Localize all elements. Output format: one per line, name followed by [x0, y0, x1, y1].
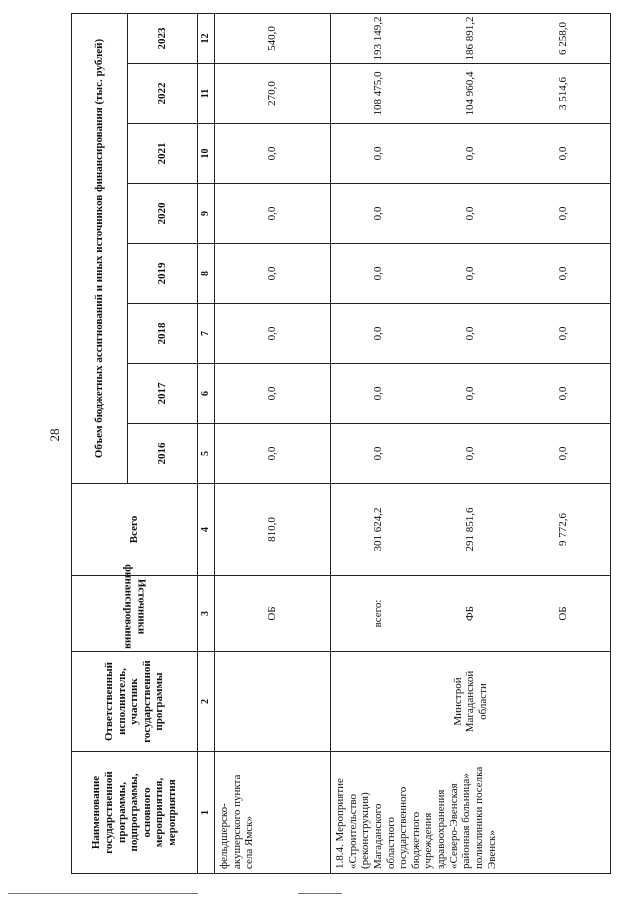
- header-year: 2023: [128, 13, 198, 63]
- row-value: 0,0: [215, 124, 331, 184]
- header-row-1: [72, 13, 128, 873]
- financing-table: [71, 13, 611, 874]
- column-number: 8: [198, 244, 215, 304]
- row-value: 0,0: [215, 304, 331, 364]
- cell-value: 108 475,0: [371, 71, 384, 116]
- source-label: ФБ: [464, 606, 477, 622]
- year-cell: [331, 13, 611, 63]
- cell-value: 0,0: [464, 206, 477, 221]
- cell-value: 0,0: [464, 146, 477, 161]
- footer-rule-center: [298, 893, 342, 894]
- year-cell: [331, 124, 611, 184]
- source-label: всего:: [371, 599, 384, 628]
- column-number: 12: [198, 13, 215, 63]
- year-cell: [331, 184, 611, 244]
- column-number: 2: [198, 652, 215, 752]
- column-number: 7: [198, 304, 215, 364]
- cell-value: 0,0: [371, 446, 384, 461]
- column-number: 10: [198, 124, 215, 184]
- year-cell: [331, 304, 611, 364]
- header-year: 2017: [128, 364, 198, 424]
- row-source: ОБ: [215, 576, 331, 652]
- total-value: 301 624,2: [371, 507, 384, 552]
- footer-rule-left: [8, 893, 198, 894]
- total-value: 291 851,6: [464, 507, 477, 552]
- cell-value: 193 149,2: [371, 16, 384, 61]
- cell-value: 6 258,0: [556, 22, 569, 55]
- row-value: 0,0: [215, 244, 331, 304]
- header-year: 2016: [128, 424, 198, 484]
- header-year: 2020: [128, 184, 198, 244]
- header-source: [72, 564, 198, 652]
- header-source-text: Источники финансирования: [122, 564, 148, 649]
- cell-value: 0,0: [371, 206, 384, 221]
- cell-value: 0,0: [371, 326, 384, 341]
- row-value: 270,0: [215, 64, 331, 124]
- measure-total-cell: [331, 484, 611, 576]
- cell-value: 0,0: [371, 146, 384, 161]
- source-label: ОБ: [556, 606, 569, 621]
- header-responsible: Ответственный исполнитель, участник государственной программы: [72, 652, 198, 752]
- cell-value: 0,0: [556, 266, 569, 281]
- row-total: 810,0: [215, 484, 331, 576]
- cell-value: 104 960,4: [464, 71, 477, 116]
- header-year: 2018: [128, 304, 198, 364]
- year-cell: [331, 364, 611, 424]
- cell-value: 186 891,2: [464, 16, 477, 61]
- cell-value: 0,0: [371, 386, 384, 401]
- cell-value: 0,0: [556, 206, 569, 221]
- year-cell: [331, 64, 611, 124]
- cell-value: 3 514,6: [556, 77, 569, 110]
- cell-value: 0,0: [371, 266, 384, 281]
- header-year: 2022: [128, 64, 198, 124]
- table-row-measure: [331, 13, 611, 873]
- column-number: 6: [198, 364, 215, 424]
- row-value: 540,0: [215, 13, 331, 63]
- row-name: фельдшерско-акушерского пункта села Ямск»: [215, 752, 331, 874]
- cell-value: 0,0: [464, 266, 477, 281]
- column-number: 1: [198, 752, 215, 874]
- row-value: 0,0: [215, 424, 331, 484]
- row-responsible: [215, 652, 331, 752]
- column-number: 9: [198, 184, 215, 244]
- column-number: 3: [198, 576, 215, 652]
- measure-responsible: Минстрой Магаданской области: [331, 652, 611, 752]
- header-year: 2021: [128, 124, 198, 184]
- column-number-row: [198, 13, 215, 873]
- measure-name: 1.8.4. Мероприятие «Строительство (реконструкция) Магаданского областного государственного бюджетного учреждения здравоохранения «Северо-Эвенская районная больница» поликлиники поселка Эвенск»: [331, 752, 611, 874]
- cell-value: 0,0: [464, 446, 477, 461]
- table-row: [215, 13, 331, 873]
- year-cell: [331, 424, 611, 484]
- row-value: 0,0: [215, 184, 331, 244]
- cell-value: 0,0: [464, 326, 477, 341]
- rotated-table-wrapper: [71, 14, 611, 874]
- measure-source-cell: [331, 576, 611, 652]
- total-value: 9 772,6: [556, 513, 569, 546]
- column-number: 4: [198, 484, 215, 576]
- cell-value: 0,0: [556, 326, 569, 341]
- cell-value: 0,0: [464, 386, 477, 401]
- year-cell: [331, 244, 611, 304]
- page-number: 28: [47, 428, 62, 442]
- column-number: 11: [198, 64, 215, 124]
- header-year: 2019: [128, 244, 198, 304]
- cell-value: 0,0: [556, 146, 569, 161]
- column-number: 5: [198, 424, 215, 484]
- cell-value: 0,0: [556, 386, 569, 401]
- row-value: 0,0: [215, 364, 331, 424]
- header-name: Наименование государственной программы, подпрограммы, основного мероприятия, мероприятия: [72, 752, 198, 874]
- header-total: Всего: [72, 484, 198, 576]
- header-funding-group: Объем бюджетных ассигнований и иных источников финансирования (тыс. рублей): [72, 13, 128, 483]
- cell-value: 0,0: [556, 446, 569, 461]
